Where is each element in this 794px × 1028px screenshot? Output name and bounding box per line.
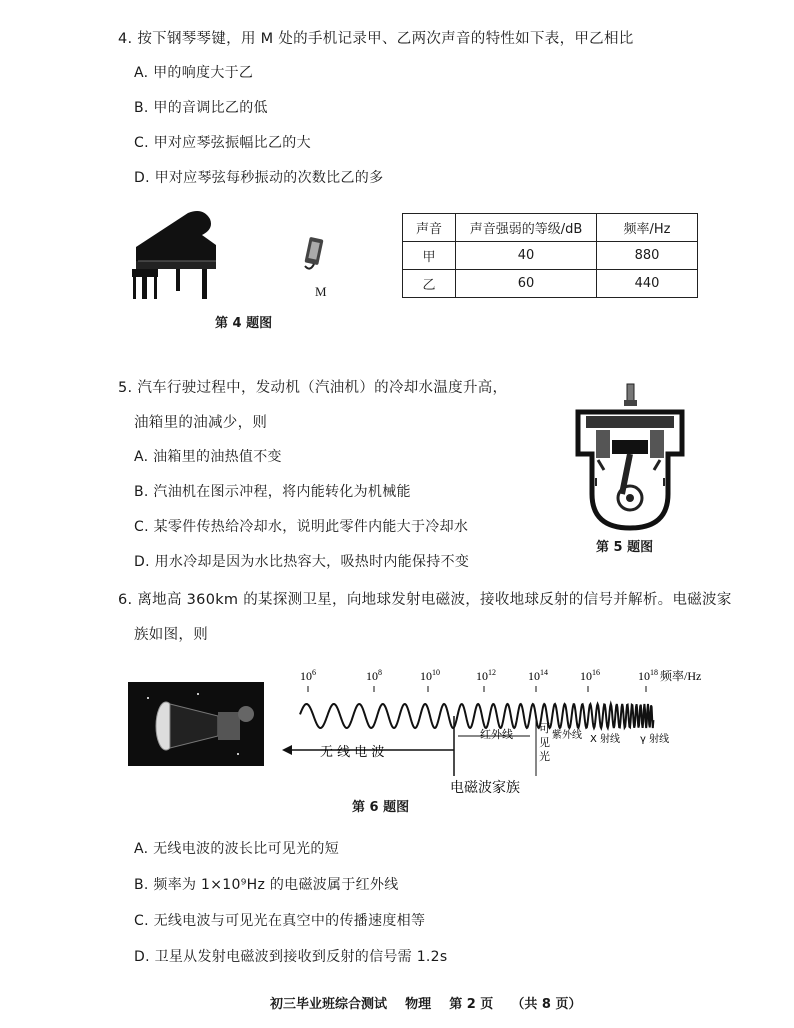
infrared-label: 红外线 [480,728,513,741]
q6-option-d: D. 卫星从发射电磁波到接收到反射的信号需 1.2s [134,949,448,965]
visible-char: 见 [539,736,550,749]
q4-option-a: A. 甲的响度大于乙 [134,65,254,81]
q4-option-d: D. 甲对应琴弦每秒振动的次数比乙的多 [134,170,384,186]
frequency-tick-label: $10^{16}$ [580,668,600,683]
q4-stem: 4. 按下钢琴琴键，用 M 处的手机记录甲、乙两次声音的特性如下表，甲乙相比 [118,31,634,47]
table-row [403,270,698,298]
table-cell: 乙 [403,270,456,298]
table-cell: 甲 [403,242,456,270]
table-cell: 880 [597,242,698,270]
q6-stem-line2: 族如图，则 [134,627,208,643]
ultraviolet-label: 紫外线 [552,730,582,741]
piano-icon [128,205,224,305]
frequency-tick-label: $10^{12}$ [476,668,496,683]
q5-option-d: D. 用水冷却是因为水比热容大，吸热时内能保持不变 [134,554,470,570]
em-spectrum-diagram [280,658,710,798]
q5-stem-line2: 油箱里的油减少，则 [134,415,268,431]
q5-option-c: C. 某零件传热给冷却水，说明此零件内能大于冷却水 [134,519,469,535]
q4-caption: 第 4 题图 [215,316,273,331]
visible-char: 可 [539,722,550,735]
radio-label: 无 线 电 波 [320,745,385,760]
q4-option-b: B. 甲的音调比乙的低 [134,100,268,116]
table-cell: 40 [456,242,597,270]
visible-char: 光 [539,750,550,763]
freq-unit-label: 频率/Hz [660,669,702,683]
table-cell: 440 [597,270,698,298]
m-label: M [315,284,327,299]
frequency-tick-label: $10^6$ [300,668,316,683]
q5-option-b: B. 汽油机在图示冲程，将内能转化为机械能 [134,484,411,500]
q4-option-c: C. 甲对应琴弦振幅比乙的大 [134,135,311,151]
q5-stem-line1: 5. 汽车行驶过程中，发动机（汽油机）的冷却水温度升高， [118,380,508,396]
frequency-ticks [300,668,658,692]
q6-stem-line1: 6. 离地高 360km 的某探测卫星，向地球发射电磁波，接收地球反射的信号并解析。电磁波家 [118,592,732,608]
q5-option-a: A. 油箱里的油热值不变 [134,449,282,465]
em-wave-curve [300,704,653,728]
gamma-label: γ 射线 [640,734,670,745]
frequency-tick-label: $10^{10}$ [420,668,440,683]
table-cell: 60 [456,270,597,298]
table-header-row [403,214,698,242]
table-header: 声音 [403,214,456,242]
q6-option-b: B. 频率为 1×10⁹Hz 的电磁波属于红外线 [134,877,399,893]
radio-arrowhead [282,745,292,755]
engine-diagram [572,382,688,534]
frequency-tick-label: $10^8$ [366,668,382,683]
table-row [403,242,698,270]
page-footer: 初三毕业班综合测试 物理 第 2 页 （共 8 页） [270,997,582,1012]
q6-caption: 第 6 题图 [352,800,410,815]
sound-table [402,213,698,298]
table-header: 频率/Hz [597,214,698,242]
satellite-photo [128,682,264,766]
table-header: 声音强弱的等级/dB [456,214,597,242]
q6-option-a: A. 无线电波的波长比可见光的短 [134,841,340,857]
q5-caption: 第 5 题图 [596,540,654,555]
frequency-tick-label: $10^{14}$ [528,668,548,683]
phone-icon [302,236,326,276]
xray-label: X 射线 [590,734,621,745]
frequency-tick-label: $10^{18}$ [638,668,658,683]
em-family-label: 电磁波家族 [450,780,520,796]
q6-option-c: C. 无线电波与可见光在真空中的传播速度相等 [134,913,426,929]
